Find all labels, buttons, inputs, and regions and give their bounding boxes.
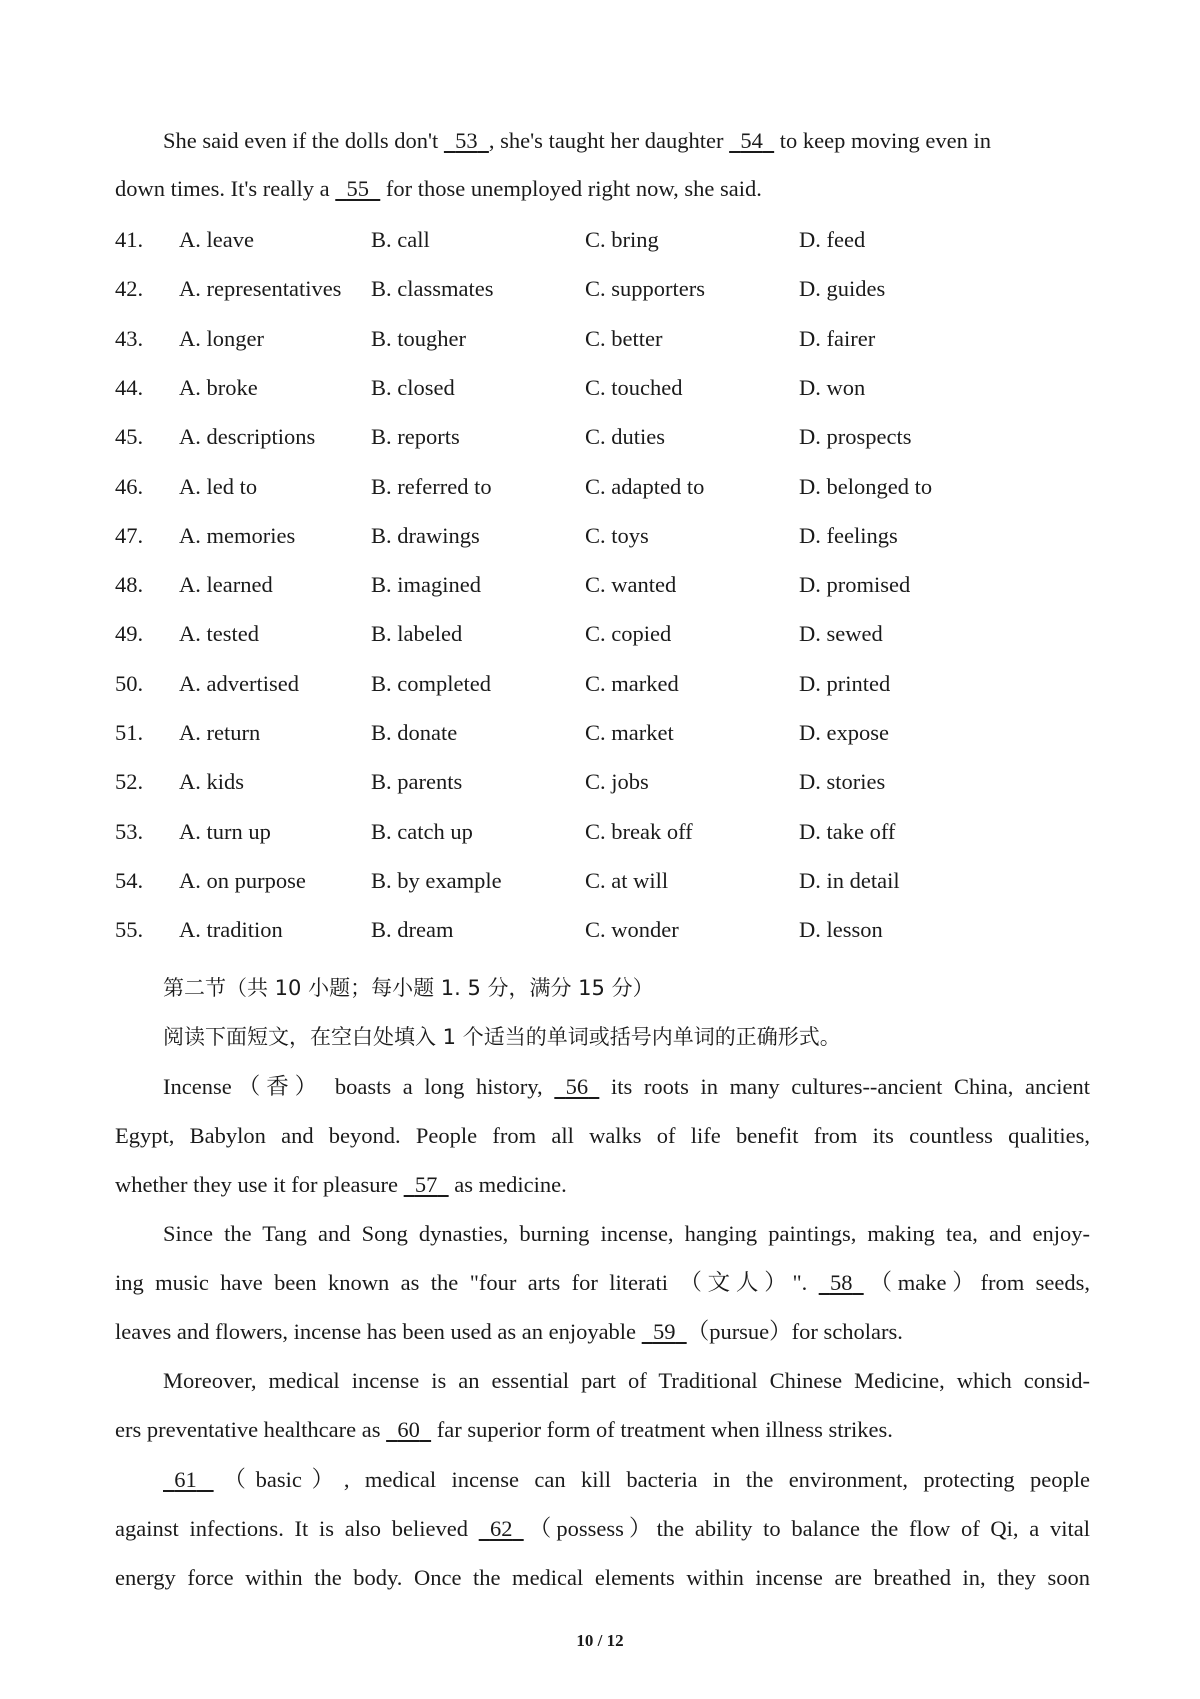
option-d: D. lesson <box>799 917 883 943</box>
option-c: C. touched <box>585 374 683 400</box>
option-b: B. drawings <box>371 522 480 548</box>
option-b: B. referred to <box>371 473 492 499</box>
question-number: 49. <box>115 621 144 647</box>
question-number: 46. <box>115 473 144 499</box>
question-row <box>115 472 1090 502</box>
option-a: A. led to <box>179 473 258 499</box>
blank-55: 55 <box>346 176 370 201</box>
option-a: A. turn up <box>179 818 271 844</box>
blank-58: 58 <box>829 1270 853 1295</box>
option-a: A. learned <box>179 572 273 598</box>
blank-57: 57 <box>414 1172 438 1197</box>
intro-line-1 <box>163 126 1090 156</box>
question-number: 43. <box>115 325 144 351</box>
question-number: 48. <box>115 572 144 598</box>
option-b: B. by example <box>371 867 502 893</box>
option-d: D. take off <box>799 818 896 844</box>
passage-line: Incense（香） boasts a long history, 56 its roots in many cultures--ancient China, ancient <box>163 1072 1090 1102</box>
question-number: 41. <box>115 227 144 252</box>
option-c: C. copied <box>585 621 672 647</box>
option-c: C. wanted <box>585 572 677 598</box>
option-c: C. jobs <box>585 769 649 795</box>
option-d: D. promised <box>799 572 911 598</box>
passage-line: whether they use it for pleasure 57 as medicine. <box>115 1170 1090 1200</box>
blank-60: 60 <box>397 1417 420 1442</box>
question-row <box>115 373 1090 403</box>
question-row <box>115 718 1090 748</box>
option-b: B. reports <box>371 424 460 450</box>
passage-line: Since the Tang and Song dynasties, burning incense, hanging paintings, making tea, and enjoy- <box>163 1221 1090 1246</box>
option-a: A. descriptions <box>179 424 316 450</box>
passage-line: leaves and flowers, incense has been used as an enjoyable 59 （pursue）for scholars. <box>115 1317 1090 1347</box>
text: to keep moving even in <box>774 128 991 153</box>
question-number: 42. <box>115 276 144 302</box>
option-b: B. classmates <box>371 276 494 302</box>
option-b: B. catch up <box>371 818 473 844</box>
text: down times. It's really a <box>115 176 336 201</box>
question-row <box>115 274 1090 304</box>
option-c: C. supporters <box>585 276 705 302</box>
question-row <box>115 422 1090 452</box>
option-d: D. in detail <box>799 867 900 893</box>
option-d: D. guides <box>799 276 886 302</box>
passage-line: energy force within the body. Once the medical elements within incense are breathed in, they soon <box>115 1565 1090 1590</box>
option-b: B. donate <box>371 720 458 745</box>
passage-line: Egypt, Babylon and beyond. People from all walks of life benefit from its countless qualities, <box>115 1123 1090 1148</box>
question-number: 47. <box>115 522 144 548</box>
option-a: A. longer <box>179 325 264 351</box>
question-row <box>115 570 1090 600</box>
option-c: C. market <box>585 720 674 745</box>
question-number: 54. <box>115 867 144 893</box>
option-c: C. toys <box>585 522 649 548</box>
question-number: 45. <box>115 424 144 450</box>
option-c: C. break off <box>585 818 693 844</box>
option-a: A. tested <box>179 621 259 647</box>
question-row <box>115 817 1090 847</box>
option-b: B. completed <box>371 670 491 696</box>
question-row <box>115 866 1090 896</box>
option-d: D. expose <box>799 720 889 745</box>
passage-line: ers preventative healthcare as 60 far superior form of treatment when illness strikes. <box>115 1415 1090 1445</box>
option-b: B. labeled <box>371 621 463 647</box>
option-b: B. closed <box>371 374 455 400</box>
option-a: A. on purpose <box>179 867 306 893</box>
blank-62: 62 <box>489 1516 513 1541</box>
option-c: C. wonder <box>585 917 679 943</box>
option-b: B. dream <box>371 917 454 943</box>
option-a: A. representatives <box>179 276 342 302</box>
question-number: 53. <box>115 818 144 844</box>
option-d: D. sewed <box>799 621 883 647</box>
option-d: D. printed <box>799 670 891 696</box>
option-a: A. leave <box>179 227 254 252</box>
option-d: D. belonged to <box>799 473 933 499</box>
option-b: B. tougher <box>371 325 466 351</box>
blank-61: 61 <box>174 1467 197 1492</box>
option-a: A. memories <box>179 522 296 548</box>
option-a: A. broke <box>179 374 258 400</box>
option-c: C. better <box>585 325 663 351</box>
option-b: B. imagined <box>371 572 481 598</box>
question-number: 51. <box>115 720 144 745</box>
page-number: 10 / 12 <box>576 1631 624 1650</box>
option-d: D. feelings <box>799 522 898 548</box>
blank-59: 59 <box>652 1319 676 1344</box>
option-c: C. marked <box>585 670 679 696</box>
passage-line: Moreover, medical incense is an essential part of Traditional Chinese Medicine, which consid- <box>163 1368 1090 1393</box>
blank-54: 54 <box>740 128 763 153</box>
question-number: 50. <box>115 670 144 696</box>
option-d: D. won <box>799 374 866 400</box>
option-d: D. feed <box>799 227 866 252</box>
option-c: C. duties <box>585 424 666 450</box>
intro-line-2 <box>115 174 1090 204</box>
question-row <box>115 324 1090 354</box>
option-b: B. call <box>371 227 430 252</box>
option-a: A. advertised <box>179 670 299 696</box>
option-d: D. stories <box>799 769 886 795</box>
passage-line: ing music have been known as the "four arts for literati （文人）". 58 （make）from seeds, <box>115 1268 1090 1298</box>
section-heading: 第二节（共 10 小题；每小题 1. 5 分，满分 15 分） <box>163 976 654 1000</box>
option-b: B. parents <box>371 769 463 795</box>
blank-56: 56 <box>565 1074 589 1099</box>
option-a: A. kids <box>179 769 245 795</box>
blank-53: 53 <box>455 128 478 153</box>
option-c: C. at will <box>585 867 669 893</box>
text: , she's taught her daughter <box>488 128 730 153</box>
text: for those unemployed right now, she said. <box>380 176 762 201</box>
question-row <box>115 521 1090 551</box>
question-row <box>115 669 1090 699</box>
question-number: 52. <box>115 769 144 795</box>
question-row <box>115 767 1090 797</box>
section-instruction: 阅读下面短文，在空白处填入 1 个适当的单词或括号内单词的正确形式。 <box>163 1025 841 1049</box>
option-c: C. adapted to <box>585 473 705 499</box>
text: She said even if the dolls don't <box>163 128 444 153</box>
option-d: D. fairer <box>799 325 876 351</box>
question-row <box>115 619 1090 649</box>
question-row <box>115 915 1090 945</box>
option-d: D. prospects <box>799 424 912 450</box>
option-a: A. tradition <box>179 917 283 943</box>
option-a: A. return <box>179 720 261 745</box>
passage-line: against infections. It is also believed 62 （possess）the ability to balance the flow of Qi, a vital <box>115 1514 1090 1544</box>
option-c: C. bring <box>585 227 659 252</box>
question-row <box>115 225 1090 255</box>
question-number: 55. <box>115 917 144 943</box>
passage-line: 61 （basic）, medical incense can kill bacteria in the environment, protecting people <box>163 1465 1090 1495</box>
question-number: 44. <box>115 374 144 400</box>
